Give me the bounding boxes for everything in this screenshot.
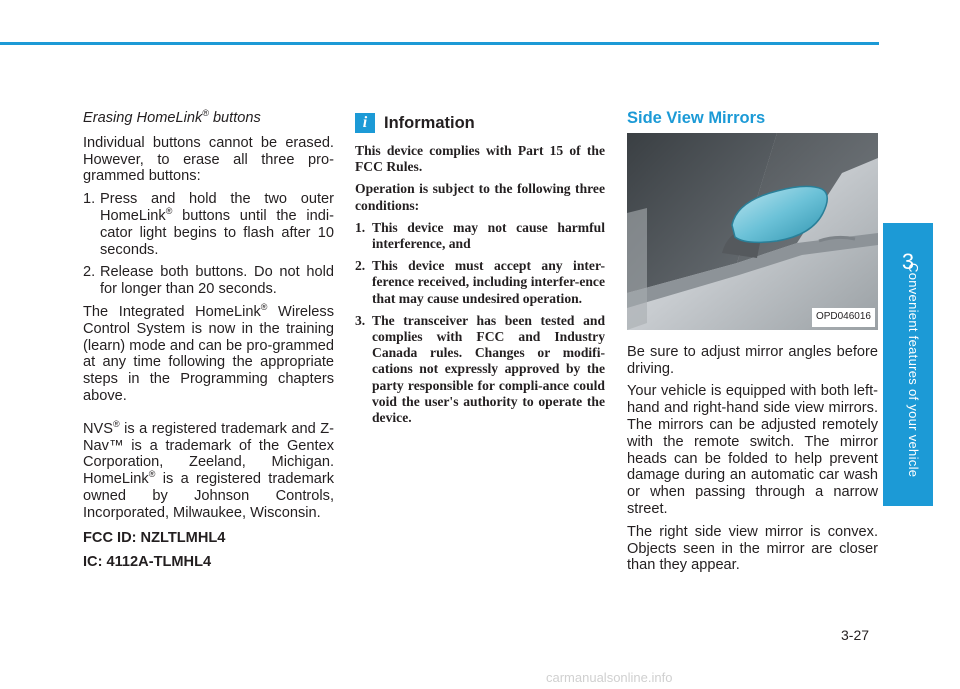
list-item: 2. Release both buttons. Do not hold for longer than 20 seconds. bbox=[83, 264, 334, 298]
trademark-paragraph: NVS® is a registered trademark and Z-Nav™ is a trademark of the Gentex Corporation, Zeeland, Michigan. HomeLink® is a registered trademark owned by Johnson Controls, Incorporated, Milwaukee, Wisconsin. bbox=[83, 418, 334, 521]
chapter-number: 3 bbox=[901, 249, 915, 274]
left-column bbox=[83, 110, 334, 577]
list-item: 1. This device may not cause harmful interference, and bbox=[355, 219, 605, 252]
info-header bbox=[355, 113, 605, 133]
training-mode-paragraph: The Integrated HomeLink® Wireless Control System is now in the training (learn) mode and can be pro-grammed at any time following the appropriate steps in the Programming chapters above. bbox=[83, 302, 334, 404]
right-column bbox=[627, 110, 878, 580]
figure-label: OPD046016 bbox=[812, 308, 875, 327]
side-mirror-illustration bbox=[627, 133, 878, 330]
ic-id: IC: 4112A-TLMHL4 bbox=[83, 554, 212, 571]
info-paragraph: This device complies with Part 15 of the FCC Rules. bbox=[355, 143, 605, 175]
chapter-tab bbox=[883, 223, 933, 506]
mirror-paragraph: Your vehicle is equipped with both left-hand and right-hand side view mirrors. The mirrors can be adjusted remotely with the remote switch. The mirror heads can be folded to help prevent damage during an automatic car wash or when passing through a narrow street. bbox=[627, 383, 878, 517]
mirror-paragraph: The right side view mirror is convex. Objects seen in the mirror are closer than they appear. bbox=[627, 523, 878, 574]
watermark: carmanualsonline.info bbox=[546, 670, 673, 685]
info-icon: i bbox=[355, 113, 375, 133]
list-item: 3. The transceiver has been tested and complies with FCC and Industry Canada rules. Changes or modifi-cations not expressly approved by the party responsible for compli-ance could void the user's authority to operate the device. bbox=[355, 312, 605, 426]
info-title: Information bbox=[384, 113, 475, 132]
section-title: Side View Mirrors bbox=[627, 109, 766, 127]
information-box bbox=[355, 113, 605, 432]
chapter-title: Convenient features of your vehicle bbox=[906, 263, 921, 478]
list-item: 1. Press and hold the two outer HomeLink® buttons until the indi-cator light begins to flash after 10 seconds. bbox=[83, 191, 334, 258]
side-mirror-icon bbox=[627, 133, 878, 330]
info-paragraph: Operation is subject to the following three conditions: bbox=[355, 181, 605, 213]
fcc-id: FCC ID: NZLTLMHL4 bbox=[83, 529, 226, 546]
page-number: 3-27 bbox=[841, 627, 870, 643]
info-body bbox=[355, 143, 605, 426]
list-item: 2. This device must accept any inter-ference received, including interfer-ence that may cause undesired operation. bbox=[355, 258, 605, 306]
erasing-heading: Erasing HomeLink® buttons bbox=[83, 108, 261, 126]
header-rule bbox=[0, 42, 879, 45]
erasing-intro: Individual buttons cannot be erased. However, to erase all three pro-grammed buttons: bbox=[83, 134, 334, 185]
mirror-paragraph: Be sure to adjust mirror angles before driving. bbox=[627, 343, 878, 377]
